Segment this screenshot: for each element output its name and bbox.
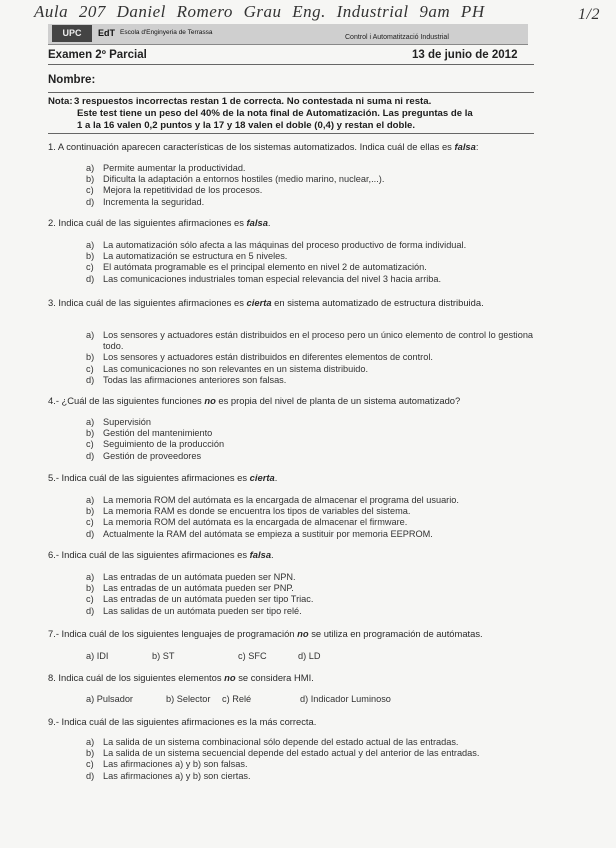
answer-option-c[interactable] — [86, 262, 536, 273]
question-emphasis: no — [224, 672, 236, 683]
option-letter: b) — [86, 506, 95, 517]
question-emphasis: no — [204, 395, 216, 406]
question-emphasis: no — [297, 628, 309, 639]
option-text: Las salidas de un autómata pueden ser tipo relé. — [103, 605, 302, 616]
option-letter: b) — [86, 583, 95, 594]
option-text: La memoria ROM del autómata es la encargada de almacenar el firmware. — [103, 517, 408, 528]
option-text: Las comunicaciones industriales toman especial relevancia del nivel 3 hacia arriba. — [103, 273, 442, 284]
handwritten-student-info: Aula 207 Daniel Romero Grau Eng. Industrial 9am PH — [34, 2, 485, 21]
exam-title: Examen 2º Parcial — [48, 49, 147, 61]
answer-option-c[interactable] — [86, 439, 536, 450]
upc-logo: UPC — [52, 25, 92, 42]
option-text: La memoria ROM del autómata es la encargada de almacenar el programa del usuario. — [103, 495, 459, 505]
exam-date: 13 de junio de 2012 — [412, 49, 518, 61]
school-name: Escola d'Enginyeria de Terrassa — [120, 29, 213, 36]
option-text: Las comunicaciones no son relevantes en un sistema distribuido. — [103, 363, 369, 374]
question-stem: 4.- ¿Cuál de las siguientes funciones — [48, 395, 205, 406]
option-text: La automatización sólo afecta a las máquinas del proceso productivo de forma individual. — [103, 240, 467, 250]
option-text: El autómata programable es el principal elemento en nivel 2 de automatización. — [103, 262, 427, 273]
option-text: Gestión del mantenimiento — [103, 428, 213, 439]
answer-option-a[interactable] — [86, 163, 536, 174]
option-letter: c) — [86, 594, 94, 605]
question-5-text — [48, 472, 536, 484]
answer-option-b[interactable]: b) Selector — [166, 694, 211, 704]
school-header — [48, 24, 528, 45]
option-text: Incrementa la seguridad. — [103, 196, 205, 207]
question-emphasis: falsa — [246, 217, 268, 228]
option-text: La automatización se estructura en 5 niveles. — [103, 251, 288, 262]
option-letter: d) — [86, 374, 95, 385]
option-letter: d) — [86, 196, 95, 207]
answer-option-b[interactable] — [86, 748, 536, 759]
answer-option-b[interactable] — [86, 428, 536, 439]
option-letter: d) — [86, 528, 95, 539]
question-6-options — [86, 572, 536, 617]
option-letter: a) — [86, 572, 95, 582]
option-text: La salida de un sistema secuencial depende del estado actual y del anterior de las entradas. — [103, 748, 480, 759]
question-stem-end: se utiliza en programación de autómatas. — [308, 628, 483, 639]
option-letter: c) — [86, 759, 94, 770]
option-text: La salida de un sistema combinacional sólo depende del estado actual de las entradas. — [103, 737, 459, 747]
answer-option-a[interactable]: a) Pulsador — [86, 694, 133, 704]
option-text: Dificulta la adaptación a entornos hostiles (medio marino, nuclear,...). — [103, 174, 385, 185]
answer-option-d[interactable] — [86, 197, 536, 208]
option-letter: b) — [86, 174, 95, 185]
note-line-2: Este test tiene un peso del 40% de la nota final de Automatización. Las preguntas de la — [77, 108, 473, 119]
option-letter: b) — [86, 748, 95, 759]
question-2-text — [48, 217, 536, 229]
question-stem: 3. Indica cuál de las siguientes afirmaciones es — [48, 297, 247, 308]
option-text: Actualmente la RAM del autómata se empieza a sustituir por memoria EEPROM. — [103, 528, 433, 539]
question-stem: 8. Indica cuál de los siguientes elementos — [48, 672, 225, 683]
question-9-text — [48, 716, 536, 728]
option-letter: a) — [86, 163, 95, 173]
answer-option-a[interactable] — [86, 417, 536, 428]
department-name: Control i Automatització Industrial — [345, 34, 449, 41]
note-divider — [48, 133, 534, 134]
option-text: Las afirmaciones a) y b) son ciertas. — [103, 770, 251, 781]
option-letter: c) — [86, 363, 94, 374]
handwritten-page-number: 1/2 — [578, 6, 600, 23]
option-text: La memoria RAM es donde se encuentra los tipos de variables del sistema. — [103, 506, 411, 517]
note-label: Nota: — [48, 96, 73, 107]
answer-option-a[interactable] — [86, 495, 536, 506]
option-text: Gestión de proveedores — [103, 450, 202, 461]
option-text: Las entradas de un autómata pueden ser PNP. — [103, 583, 294, 594]
answer-option-a[interactable] — [86, 572, 536, 583]
option-letter: a) — [86, 495, 95, 505]
option-text: Los sensores y actuadores están distribuidos en el proceso pero un único elemento de control lo gestiona todo. — [103, 330, 534, 352]
answer-option-d[interactable] — [86, 274, 536, 285]
answer-option-d[interactable] — [86, 375, 536, 386]
answer-option-b[interactable] — [86, 506, 536, 517]
option-letter: d) — [86, 605, 95, 616]
question-stem-end: es propia del nivel de planta de un sistema automatizado? — [215, 395, 461, 406]
question-stem-end: : — [475, 141, 479, 152]
question-7-text — [48, 628, 536, 640]
answer-option-b[interactable] — [86, 174, 536, 185]
question-2-options — [86, 240, 536, 285]
answer-option-a[interactable] — [86, 330, 536, 352]
option-letter: b) — [86, 251, 95, 262]
question-4-options — [86, 417, 536, 462]
question-stem: 5.- Indica cuál de las siguientes afirmaciones es — [48, 472, 250, 483]
answer-option-c[interactable] — [86, 759, 536, 770]
question-stem: 6.- Indica cuál de las siguientes afirmaciones es — [48, 549, 250, 560]
option-letter: d) — [86, 770, 95, 781]
question-5-options — [86, 495, 536, 540]
option-text: Seguimiento de la producción — [103, 439, 225, 450]
question-3-text — [48, 297, 536, 309]
option-letter: a) — [86, 417, 95, 427]
question-emphasis: falsa — [249, 549, 272, 560]
name-divider — [48, 92, 534, 93]
note-line-3: 1 a la 16 valen 0,2 puntos y la 17 y 18 valen el doble (0,4) y restan el doble. — [77, 120, 416, 131]
answer-option-d[interactable] — [86, 451, 536, 462]
option-text: Permite aumentar la productividad. — [103, 163, 246, 173]
question-stem-end: en sistema automatizado de estructura distribuida. — [271, 297, 484, 308]
question-stem: 2. Indica cuál de las siguientes afirmaciones es — [48, 217, 247, 228]
note-line-1: 3 respuestos incorrectas restan 1 de correcta. No contestada ni suma ni resta. — [74, 96, 432, 107]
question-stem-end: . — [274, 472, 278, 483]
question-stem: 1. A continuación aparecen características de los sistemas automatizados. Indica cuál de ellas es — [48, 141, 455, 152]
question-stem: 7.- Indica cuál de los siguientes lenguajes de programación — [48, 628, 298, 639]
answer-option-a[interactable] — [86, 240, 536, 251]
option-text: Todas las afirmaciones anteriores son falsas. — [103, 374, 287, 385]
option-text: Supervisión — [103, 417, 152, 427]
question-emphasis: falsa — [454, 141, 476, 152]
answer-option-d[interactable] — [86, 606, 536, 617]
question-8-text — [48, 672, 536, 684]
question-stem-end: . — [271, 549, 274, 560]
answer-option-c[interactable] — [86, 517, 536, 528]
question-emphasis: cierta — [249, 472, 275, 483]
answer-option-d[interactable]: d) Indicador Luminoso — [300, 694, 391, 704]
name-label: Nombre: — [48, 74, 96, 86]
exam-note — [48, 96, 534, 132]
answer-option-b[interactable]: b) ST — [152, 651, 175, 661]
answer-option-c[interactable] — [86, 185, 536, 196]
answer-option-b[interactable] — [86, 251, 536, 262]
question-stem-end: . — [267, 217, 271, 228]
question-emphasis: cierta — [246, 297, 272, 308]
answer-option-d[interactable]: d) LD — [298, 651, 321, 661]
option-letter: c) — [86, 517, 94, 528]
option-letter: c) — [86, 185, 94, 196]
question-6-text — [48, 549, 536, 561]
option-letter: a) — [86, 330, 95, 340]
option-letter: d) — [86, 450, 95, 461]
title-divider — [48, 64, 534, 65]
question-9-options — [86, 737, 536, 782]
option-letter: b) — [86, 352, 95, 363]
option-text: Las entradas de un autómata pueden ser NPN. — [103, 572, 296, 582]
option-text: Las entradas de un autómata pueden ser tipo Triac. — [103, 594, 314, 605]
option-text: Los sensores y actuadores están distribuidos en diferentes elementos de control. — [103, 352, 433, 363]
question-1-options — [86, 163, 536, 208]
answer-option-b[interactable] — [86, 352, 536, 363]
option-letter: c) — [86, 439, 94, 450]
option-text: Las afirmaciones a) y b) son falsas. — [103, 759, 248, 770]
answer-option-a[interactable] — [86, 737, 536, 748]
option-letter: a) — [86, 240, 95, 250]
option-letter: c) — [86, 262, 94, 273]
option-text: Mejora la repetitividad de los procesos. — [103, 185, 263, 196]
answer-option-d[interactable] — [86, 529, 536, 540]
question-3-options — [86, 330, 536, 386]
question-4-text — [48, 395, 536, 407]
question-stem-end: se considera HMI. — [235, 672, 314, 683]
answer-option-b[interactable] — [86, 583, 536, 594]
question-1-text — [48, 141, 536, 153]
option-letter: a) — [86, 737, 95, 747]
option-letter: b) — [86, 428, 95, 439]
answer-option-d[interactable] — [86, 771, 536, 782]
edt-logo-text: EdT — [98, 28, 115, 38]
answer-option-c[interactable] — [86, 364, 536, 375]
answer-option-a[interactable]: a) IDI — [86, 651, 109, 661]
answer-option-c[interactable]: c) Relé — [222, 694, 252, 704]
option-letter: d) — [86, 273, 95, 284]
answer-option-c[interactable]: c) SFC — [238, 651, 267, 661]
question-stem: 9.- Indica cuál de las siguientes afirmaciones es la más correcta. — [48, 716, 317, 727]
answer-option-c[interactable] — [86, 594, 536, 605]
